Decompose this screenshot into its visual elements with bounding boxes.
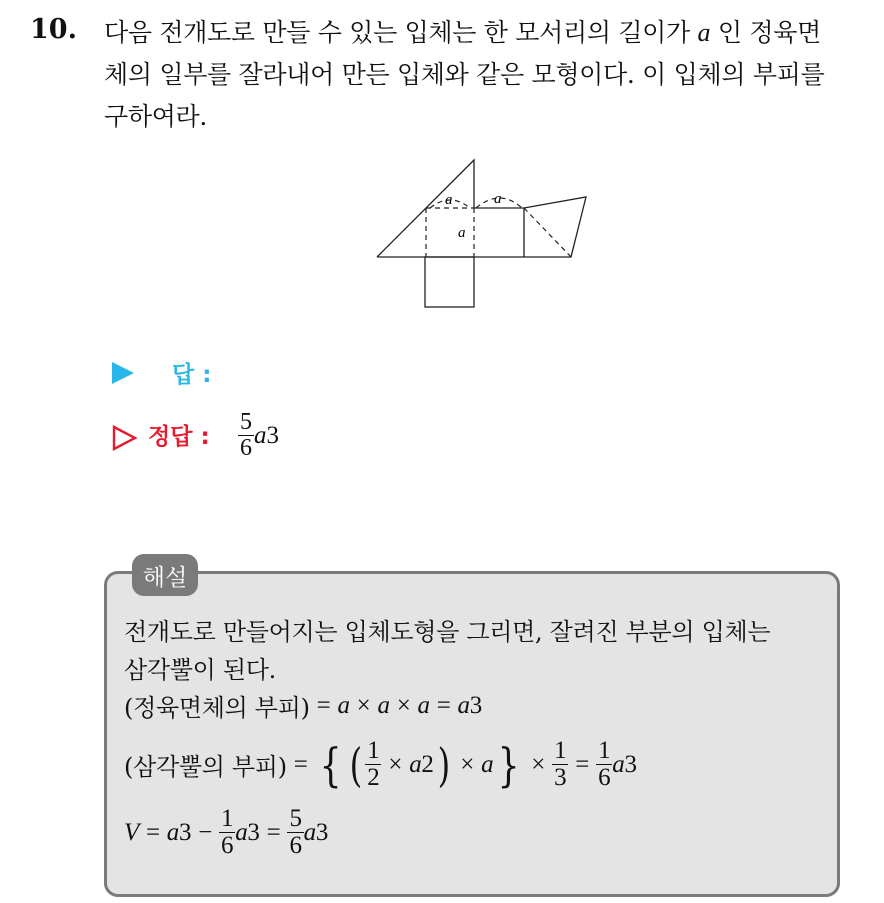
- answer-arrow-icon: [112, 362, 134, 384]
- correct-arrow-icon: [112, 425, 138, 451]
- correct-answer-value: $\frac{5}{6}$ a 3: [240, 409, 279, 462]
- question-text-line-3: 구하여라.: [104, 102, 208, 131]
- question-text-line-1: 다음 전개도로 만들 수 있는 입체는 한 모서리의 길이가 a 인 정육면: [104, 18, 821, 47]
- label-a-side: a: [458, 225, 466, 241]
- question-text-line-2: 체의 일부를 잘라내어 만든 입체와 같은 모형이다. 이 입체의 부피를: [104, 60, 825, 89]
- net-bottom-square: [425, 257, 474, 307]
- net-diagram: [370, 152, 600, 314]
- label-a-top-right: a: [494, 191, 502, 207]
- cube-volume-equation: (정육면체의 부피) = a × a × a = a 3: [124, 691, 482, 722]
- question-number: 10.: [30, 14, 77, 45]
- label-a-top-left: a: [445, 192, 453, 208]
- explanation-tab: 해설: [132, 554, 198, 596]
- net-outline: [377, 160, 586, 257]
- pyramid-volume-equation: (삼각뿔의 부피) = { ( $\frac{1}{2}$ × a 2 ) × a } × $\frac{1}{3}$ = $\frac{1}{6}$ a 3: [124, 737, 637, 792]
- answer-label: 답 :: [172, 362, 212, 388]
- final-volume-equation: V = a 3 − $\frac{1}{6}$ a 3 = $\frac{5}{6}$ a 3: [124, 805, 329, 860]
- explanation-line-1: 전개도로 만들어지는 입체도형을 그리면, 잘려진 부분의 입체는: [124, 618, 771, 646]
- correct-label: 정답 :: [148, 424, 210, 450]
- explanation-line-2: 삼각뿔이 된다.: [124, 656, 276, 684]
